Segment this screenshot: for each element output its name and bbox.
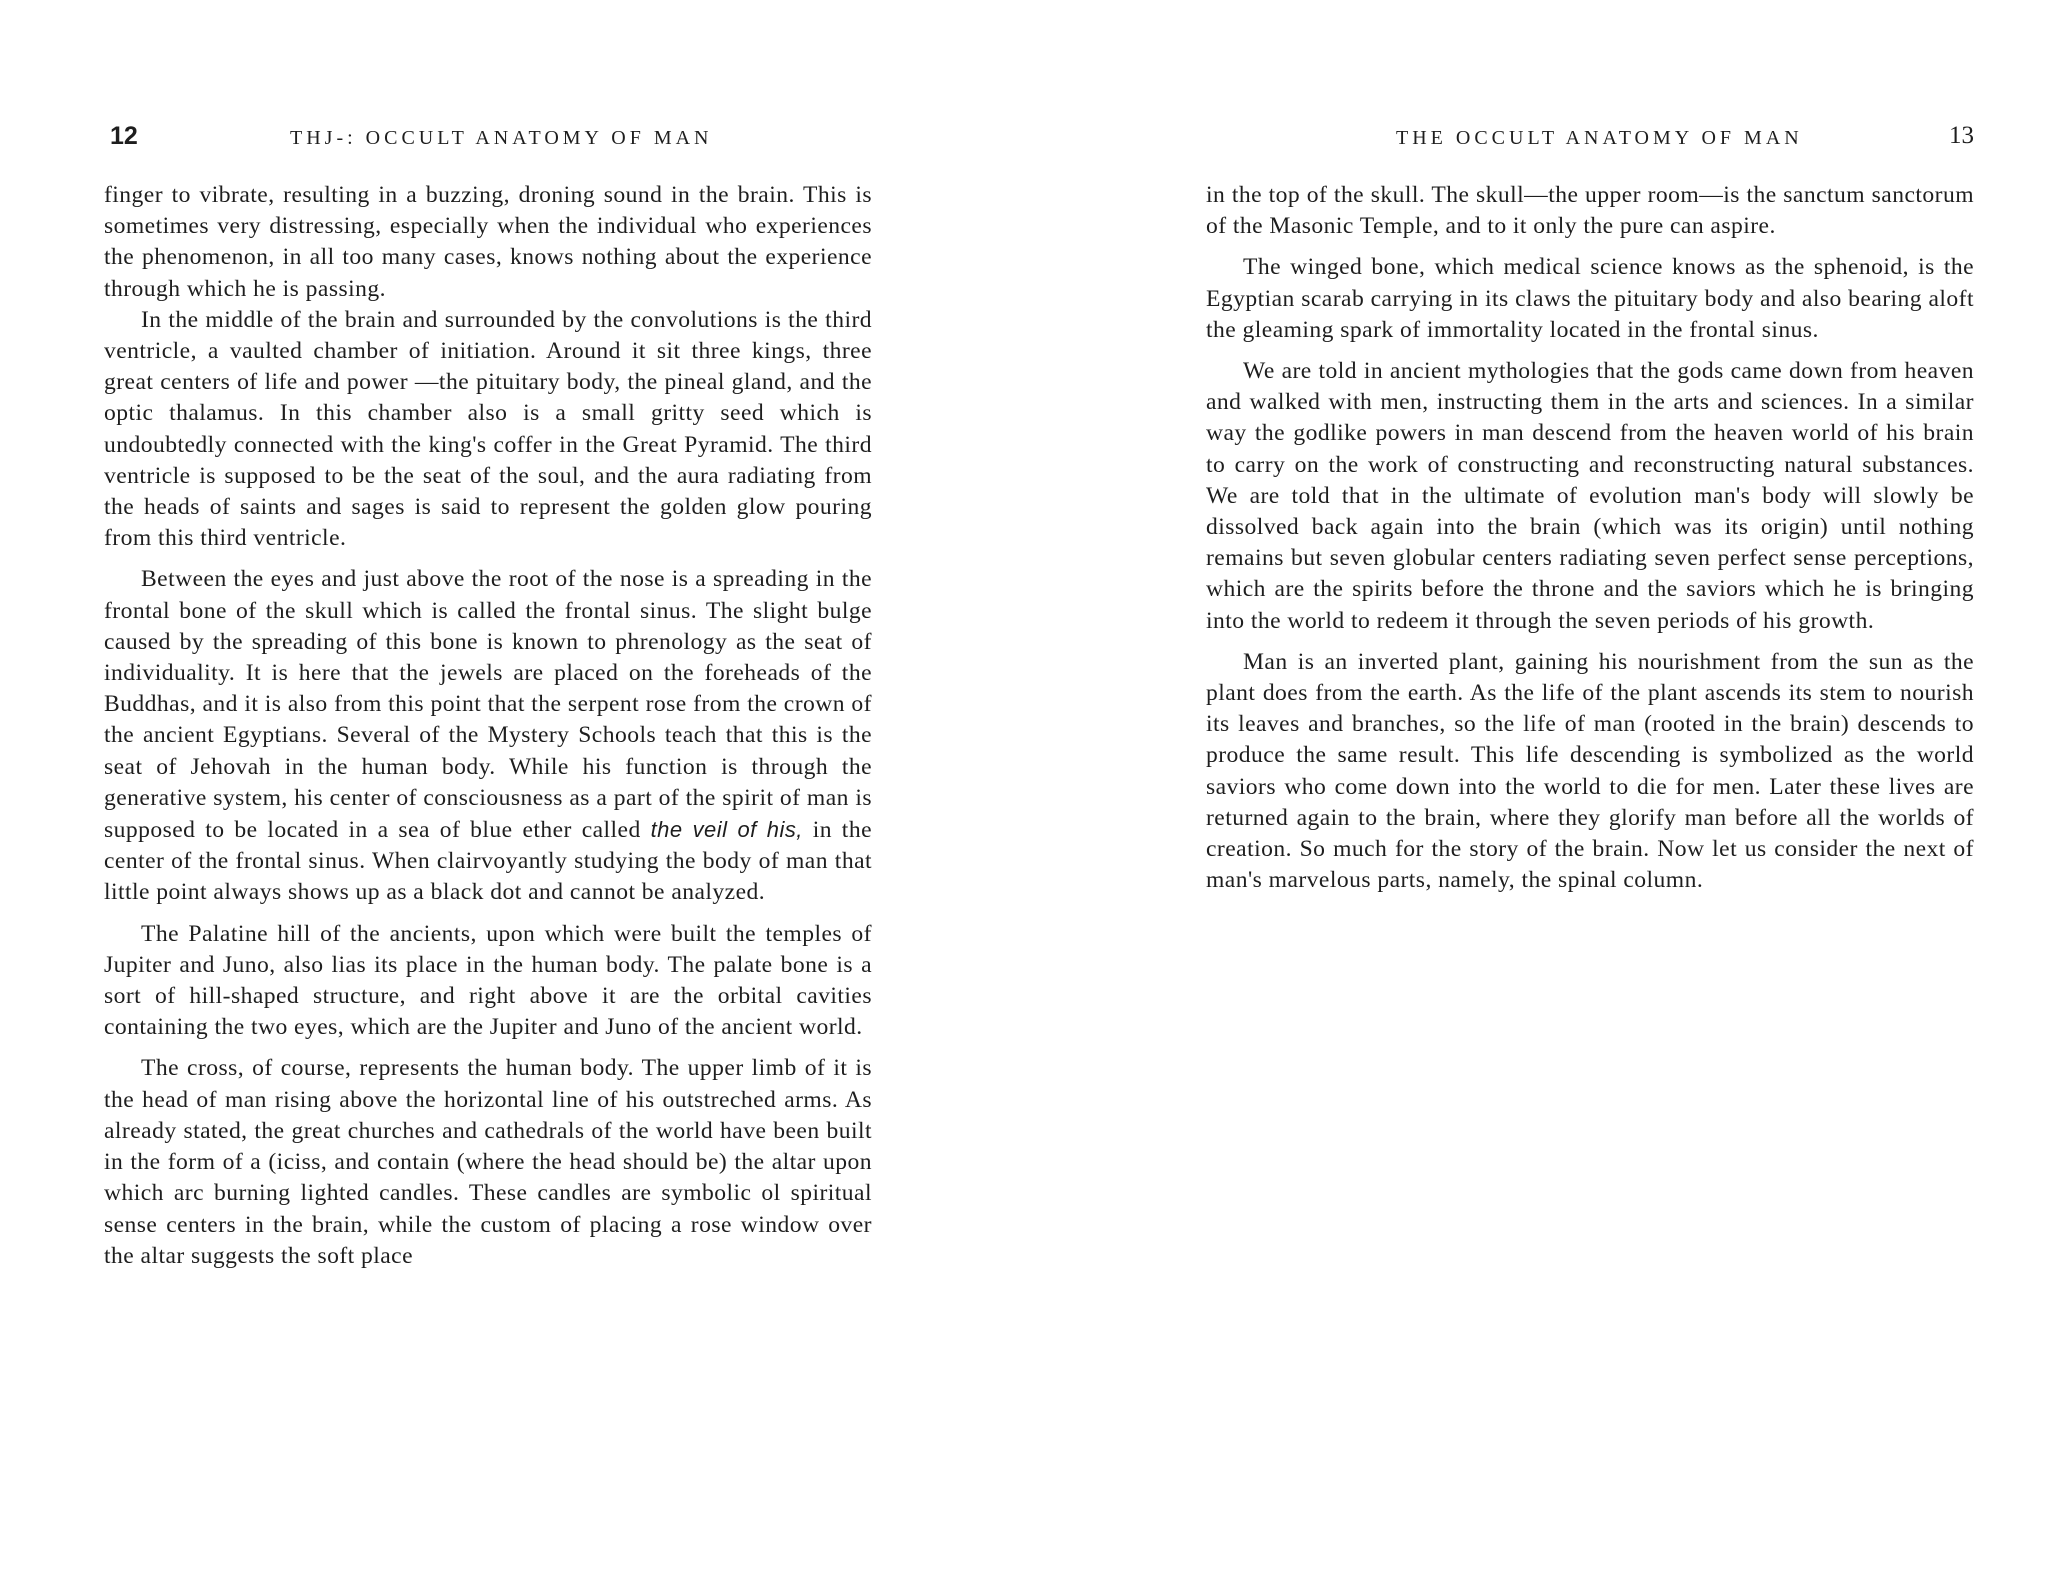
paragraph-text: Between the eyes and just above the root of the nose is a spreading in the frontal bone of the skull which is called the frontal sinus. The slight bulge caused by the spreading of this bone is known to phrenology as the seat of individuality. It is here that the jewels are placed on the foreheads of the Buddhas, and it is also from this point that the serpent rose from the crown of the ancient Egyptians. Several of the Mystery Schools teach that this is the seat of Jehovah in the human body. While his function is through the generative system, his center of consciousness as a part of the spirit of man is supposed to be located in a sea of blue ether called: [104, 566, 872, 844]
paragraph: In the middle of the brain and surrounded by the convolutions is the third ventricle, a vaulted chamber of initiation. Around it sit three kings, three great centers of life and power —the pituitary body, the pineal gland, and the optic thalamus. In this chamber also is a small gritty seed which is undoubtedly connected with the king's coffer in the Great Pyramid. The third ventricle is supposed to be the seat of the soul, and the aura radiating from the heads of saints and sages is said to represent the golden glow pouring from this third ventricle.: [104, 306, 872, 552]
page-number-left: 12: [110, 122, 138, 150]
running-head-left: THJ-: OCCULT ANATOMY OF MAN: [290, 127, 713, 149]
paragraph: The Palatine hill of the ancients, upon which were built the temples of Jupiter and Juno, also lias its place in the human body. The palate bone is a sort of hill-shaped structure, and right above it are the orbital cavities containing the two eyes, which are the Jupiter and Juno of the ancient world.: [104, 920, 872, 1041]
paragraph: [104, 564, 872, 908]
left-page-body: [104, 180, 872, 1272]
paragraph: The winged bone, which medical science knows as the sphenoid, is the Egyptian scarab carrying in its claws the pituitary body and also bearing aloft the gleaming spark of immortality located in the frontal sinus.: [1206, 254, 1974, 343]
paragraph: Man is an inverted plant, gaining his nourishment from the sun as the plant does from the earth. As the life of the plant ascends its stem to nourish its leaves and branches, so the life of man (rooted in the brain) descends to produce the same result. This life descending is symbolized as the world saviors who come down into the world to die for men. Later these lives are returned again to the brain, where they glorify man before all the worlds of creation. So much for the story of the brain. Now let us consider the next of man's marvelous parts, namely, the spinal column.: [1206, 648, 1974, 894]
right-page-header: [1206, 120, 1974, 160]
running-head-right: THE OCCULT ANATOMY OF MAN: [1396, 127, 1803, 149]
paragraph: in the top of the skull. The skull—the upper room—is the sanctum sanctorum of the Masonic Temple, and to it only the pure can aspire.: [1206, 182, 1974, 240]
page-number-right: 13: [1949, 122, 1974, 149]
paragraph: We are told in ancient mythologies that the gods came down from heaven and walked with men, instructing them in the arts and sciences. In a similar way the godlike powers in man descend from the heaven world of his brain to carry on the work of constructing and reconstructing natural substances. We are told that in the ultimate of evolution man's body will slowly be dissolved back again into the brain (which was its origin) until nothing remains but seven globular centers radiating seven perfect sense perceptions, which are the spirits before the throne and the saviors which he is bringing into the world to redeem it through the seven periods of his growth.: [1206, 358, 1974, 634]
right-page-body: [1206, 180, 1974, 896]
left-page-header: [104, 120, 872, 160]
paragraph-text: in the center of the frontal sinus. When clairvoyantly studying the body of man that little point always shows up as a black dot and cannot be analyzed.: [104, 817, 872, 906]
paragraph: The cross, of course, represents the human body. The upper limb of it is the head of man rising above the horizontal line of his outstreched arms. As already stated, the great churches and cathedrals of the world have been built in the form of a (iciss, and contain (where the head should be) the altar upon which arc burning lighted candles. These candles are symbolic ol spiritual sense centers in the brain, while the custom of placing a rose window over the altar suggests the soft place: [104, 1055, 872, 1269]
right-page: [1206, 0, 1974, 896]
paragraph: finger to vibrate, resulting in a buzzing, droning sound in the brain. This is sometimes very distressing, especially when the individual who experiences the phenomenon, in all too many cases, knows nothing about the experience through which he is passing.: [104, 182, 872, 302]
left-page: [104, 0, 872, 1272]
italic-term: the veil of his,: [650, 817, 803, 843]
